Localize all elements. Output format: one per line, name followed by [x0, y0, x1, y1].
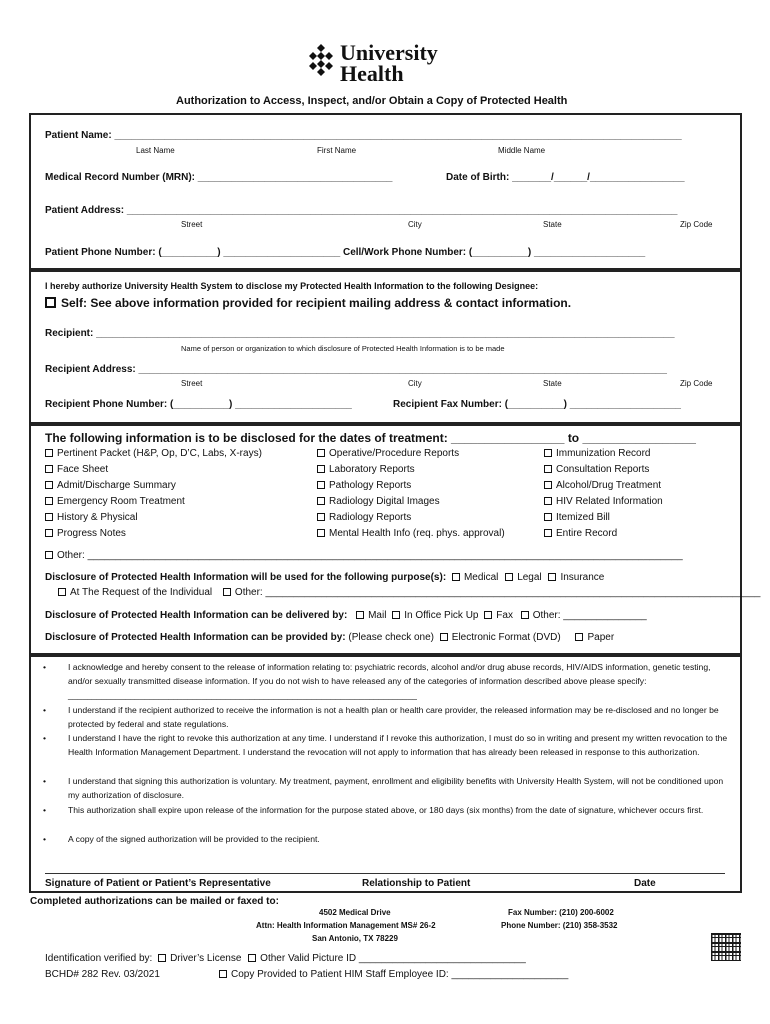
- recipient-city-caption: City: [408, 379, 422, 388]
- purpose-insurance-checkbox[interactable]: [548, 573, 556, 581]
- mail-address-2: Attn: Health Information Management MS# 26-2: [256, 921, 436, 930]
- record-type-option[interactable]: [45, 496, 185, 507]
- bullet-icon: •: [43, 662, 47, 672]
- consent-bullet: [43, 731, 728, 773]
- self-option-label: Self: See above information provided for recipient mailing address & contact information.: [61, 296, 572, 310]
- record-type-option[interactable]: [544, 528, 617, 539]
- purpose-request-label: At The Request of the Individual: [70, 587, 213, 598]
- record-type-checkbox[interactable]: [317, 449, 325, 457]
- delivery-pickup-label: In Office Pick Up: [404, 610, 479, 621]
- purpose-medical-label: Medical: [463, 572, 499, 583]
- record-type-label: Admit/Discharge Summary: [57, 480, 176, 491]
- record-type-label: Consultation Reports: [556, 464, 650, 475]
- mrn-field[interactable]: Medical Record Number (MRN): ___________________________________: [45, 172, 393, 183]
- record-type-checkbox[interactable]: [45, 497, 53, 505]
- relationship-label: Relationship to Patient: [362, 878, 471, 889]
- mail-heading: Completed authorizations can be mailed or faxed to:: [30, 896, 279, 907]
- record-type-checkbox[interactable]: [45, 481, 53, 489]
- record-type-option[interactable]: [544, 512, 610, 523]
- record-type-checkbox[interactable]: [544, 513, 552, 521]
- record-type-option[interactable]: [45, 448, 262, 459]
- record-type-option[interactable]: [317, 448, 459, 459]
- record-type-option[interactable]: [544, 480, 661, 491]
- record-type-label: Progress Notes: [57, 528, 126, 539]
- purpose-label: Disclosure of Protected Health Information will be used for the following purpose(s):: [45, 572, 447, 583]
- patient-phone-field[interactable]: Patient Phone Number: (__________) _____________________ Cell/Work Phone Number: (__________) ____________________: [45, 247, 646, 258]
- delivery-mail-checkbox[interactable]: [356, 611, 364, 619]
- id-license-checkbox[interactable]: [158, 954, 166, 962]
- signature-label: Signature of Patient or Patient’s Representative: [45, 878, 271, 889]
- record-type-option[interactable]: [45, 512, 138, 523]
- street-caption: Street: [181, 220, 203, 229]
- delivery-pickup-checkbox[interactable]: [392, 611, 400, 619]
- last-name-caption: Last Name: [136, 146, 175, 155]
- city-caption: City: [408, 220, 422, 229]
- record-type-option[interactable]: [317, 464, 415, 475]
- id-verification-row: [45, 953, 526, 964]
- consent-bullet-text: This authorization shall expire upon release of the information for the purpose stated above, or 180 days (six months) from the date of signature, whichever occurs first.: [68, 805, 704, 815]
- delivery-mail-label: Mail: [368, 610, 387, 621]
- record-type-label: Entire Record: [556, 528, 618, 539]
- record-type-label: HIV Related Information: [556, 496, 663, 507]
- recipient-fax-field[interactable]: Recipient Fax Number: (__________) ____________________: [393, 399, 681, 410]
- copy-provided-row: [219, 969, 568, 980]
- record-type-checkbox[interactable]: [544, 529, 552, 537]
- bullet-icon: •: [43, 733, 47, 743]
- record-type-label: Pertinent Packet (H&P, Op, D’C, Labs, X-rays): [57, 448, 262, 459]
- consent-bullet-text: I understand I have the right to revoke this authorization at any time. I understand if I revoke this authorization, I must do so in writing and present my written revocation to the Health Information Management Department. I understand the revocation will not apply to information that has already been released in response to this authorization.: [68, 733, 728, 757]
- format-hint: (Please check one): [348, 632, 434, 643]
- record-type-checkbox[interactable]: [317, 481, 325, 489]
- record-type-checkbox[interactable]: [317, 465, 325, 473]
- record-type-checkbox[interactable]: [317, 529, 325, 537]
- recipient-hint: Name of person or organization to which disclosure of Protected Health Information is to be made: [181, 344, 505, 353]
- delivery-row: [45, 610, 647, 621]
- purpose-legal-label: Legal: [517, 572, 542, 583]
- consent-bullet-text: I acknowledge and hereby consent to the release of information relating to: psychiatric records, alcohol and/or drug abuse records, HIV/AIDS information, genetic testing, and/or sexually transmitted disease information. If you do not wish to have released any of the categories of information described above please specify: _________________________________________________________________________: [68, 662, 711, 700]
- logo-text-health: Health: [340, 61, 404, 86]
- record-type-label: History & Physical: [57, 512, 138, 523]
- id-other-checkbox[interactable]: [248, 954, 256, 962]
- record-type-option[interactable]: [45, 480, 176, 491]
- record-type-label: Laboratory Reports: [329, 464, 415, 475]
- record-type-option[interactable]: [317, 496, 440, 507]
- phone-number: Phone Number: (210) 358-3532: [501, 921, 618, 930]
- format-label: Disclosure of Protected Health Information can be provided by:: [45, 632, 346, 643]
- record-type-label: Itemized Bill: [556, 512, 610, 523]
- record-type-option[interactable]: [544, 448, 650, 459]
- qr-code-icon: [711, 933, 741, 961]
- middle-name-caption: Middle Name: [498, 146, 546, 155]
- record-type-checkbox[interactable]: [45, 465, 53, 473]
- authorize-statement: I hereby authorize University Health System to disclose my Protected Health Information to the following Designee:: [45, 281, 539, 291]
- recipient-phone-field[interactable]: Recipient Phone Number: (__________) _____________________: [45, 399, 352, 410]
- delivery-other-checkbox[interactable]: [521, 611, 529, 619]
- purpose-other-checkbox[interactable]: [223, 588, 231, 596]
- patient-name-field[interactable]: Patient Name: ______________________________________________________________________________________________________: [45, 130, 682, 141]
- mail-address-3: San Antonio, TX 78229: [312, 934, 398, 943]
- format-electronic-checkbox[interactable]: [440, 633, 448, 641]
- record-type-label: Radiology Digital Images: [329, 496, 440, 507]
- record-type-checkbox[interactable]: [45, 513, 53, 521]
- record-type-label: Operative/Procedure Reports: [329, 448, 460, 459]
- record-type-option[interactable]: [544, 464, 649, 475]
- record-type-label: Alcohol/Drug Treatment: [556, 480, 662, 491]
- purpose-legal-checkbox[interactable]: [505, 573, 513, 581]
- delivery-other-label: Other: _______________: [532, 610, 647, 621]
- copy-provided-label: Copy Provided to Patient HIM Staff Employee ID: _____________________: [231, 969, 569, 980]
- consent-bullet: [45, 832, 725, 846]
- consent-bullet: [45, 803, 725, 831]
- recipient-address-field[interactable]: Recipient Address: _______________________________________________________________________________________________: [45, 364, 667, 375]
- record-type-checkbox[interactable]: [317, 497, 325, 505]
- purpose-medical-checkbox[interactable]: [452, 573, 460, 581]
- format-electronic-label: Electronic Format (DVD): [451, 632, 561, 643]
- patient-address-field[interactable]: Patient Address: ___________________________________________________________________________________________________: [45, 205, 678, 216]
- bullet-icon: •: [43, 805, 47, 815]
- delivery-fax-checkbox[interactable]: [484, 611, 492, 619]
- record-type-label: Pathology Reports: [329, 480, 412, 491]
- format-paper-label: Paper: [587, 632, 615, 643]
- record-type-label: Emergency Room Treatment: [57, 496, 185, 507]
- record-type-checkbox[interactable]: [544, 497, 552, 505]
- bullet-icon: •: [43, 834, 47, 844]
- bullet-icon: •: [43, 776, 47, 786]
- recipient-street-caption: Street: [181, 379, 203, 388]
- purpose-row: [45, 572, 604, 583]
- date-label: Date: [634, 878, 656, 889]
- recipient-field[interactable]: Recipient: ________________________________________________________________________________________________________: [45, 328, 675, 339]
- record-type-option[interactable]: [45, 464, 108, 475]
- fax-number: Fax Number: (210) 200-6002: [508, 908, 614, 917]
- record-type-label: Radiology Reports: [329, 512, 412, 523]
- delivery-label: Disclosure of Protected Health Information can be delivered by:: [45, 610, 348, 621]
- other-records-label: Other: ___________________________________________________________________________________________________________: [57, 550, 683, 561]
- consent-bullet: [45, 660, 725, 702]
- purpose-row-2: [58, 587, 760, 598]
- other-records-checkbox[interactable]: [45, 551, 53, 559]
- record-type-label: Immunization Record: [556, 448, 651, 459]
- record-type-checkbox[interactable]: [544, 481, 552, 489]
- recipient-zip-caption: Zip Code: [680, 379, 713, 388]
- record-type-option[interactable]: [317, 528, 505, 539]
- consent-bullet-text: I understand that signing this authorization is voluntary. My treatment, payment, enrollment and eligibility benefits with University Health System, will not be conditioned upon my authorization of disclosure.: [68, 776, 724, 800]
- record-type-option[interactable]: [544, 496, 663, 507]
- record-type-label: Face Sheet: [57, 464, 109, 475]
- signature-line: [45, 873, 725, 874]
- purpose-request-checkbox[interactable]: [58, 588, 66, 596]
- record-type-checkbox[interactable]: [45, 529, 53, 537]
- record-type-option[interactable]: [317, 512, 411, 523]
- first-name-caption: First Name: [317, 146, 357, 155]
- recipient-state-caption: State: [543, 379, 562, 388]
- record-type-label: Mental Health Info (req. phys. approval): [329, 528, 505, 539]
- purpose-other-label: Other: _________________________________________________________________________________________: [234, 587, 761, 598]
- consent-bullet: [45, 703, 725, 731]
- format-row: [45, 632, 614, 643]
- format-paper-checkbox[interactable]: [575, 633, 583, 641]
- record-type-checkbox[interactable]: [317, 513, 325, 521]
- page-title: Authorization to Access, Inspect, and/or Obtain a Copy of Protected Health: [176, 95, 568, 107]
- copy-provided-checkbox[interactable]: [219, 970, 227, 978]
- zip-caption: Zip Code: [680, 220, 713, 229]
- other-records-field[interactable]: [45, 550, 683, 561]
- consent-bullet-text: I understand if the recipient authorized to receive the information is not a health plan or health care provider, the released information may be re-disclosed and no longer be protected by federal and state regulations.: [68, 705, 719, 729]
- university-health-logo-icon: [309, 44, 333, 76]
- delivery-fax-label: Fax: [496, 610, 513, 621]
- record-type-option[interactable]: [317, 480, 411, 491]
- record-type-checkbox[interactable]: [544, 465, 552, 473]
- mail-address-1: 4502 Medical Drive: [319, 908, 391, 917]
- id-license-label: Driver’s License: [170, 953, 242, 964]
- consent-bullet: [45, 774, 725, 802]
- purpose-insurance-label: Insurance: [560, 572, 605, 583]
- self-option[interactable]: [45, 296, 571, 310]
- bullet-icon: •: [43, 705, 47, 715]
- logo-text-university: University: [340, 40, 438, 65]
- id-verified-label: Identification verified by:: [45, 953, 153, 964]
- state-caption: State: [543, 220, 562, 229]
- id-other-label: Other Valid Picture ID ______________________________: [260, 953, 526, 964]
- form-number: BCHD# 282 Rev. 03/2021: [45, 969, 160, 980]
- disclosure-heading[interactable]: The following information is to be disclosed for the dates of treatment: _________________ to _________________: [45, 431, 696, 445]
- self-checkbox[interactable]: [45, 297, 56, 308]
- record-type-checkbox[interactable]: [45, 449, 53, 457]
- record-type-checkbox[interactable]: [544, 449, 552, 457]
- record-type-option[interactable]: [45, 528, 126, 539]
- dob-field[interactable]: Date of Birth: _______/______/_________________: [446, 172, 685, 183]
- consent-bullet-text: A copy of the signed authorization will be provided to the recipient.: [68, 834, 320, 844]
